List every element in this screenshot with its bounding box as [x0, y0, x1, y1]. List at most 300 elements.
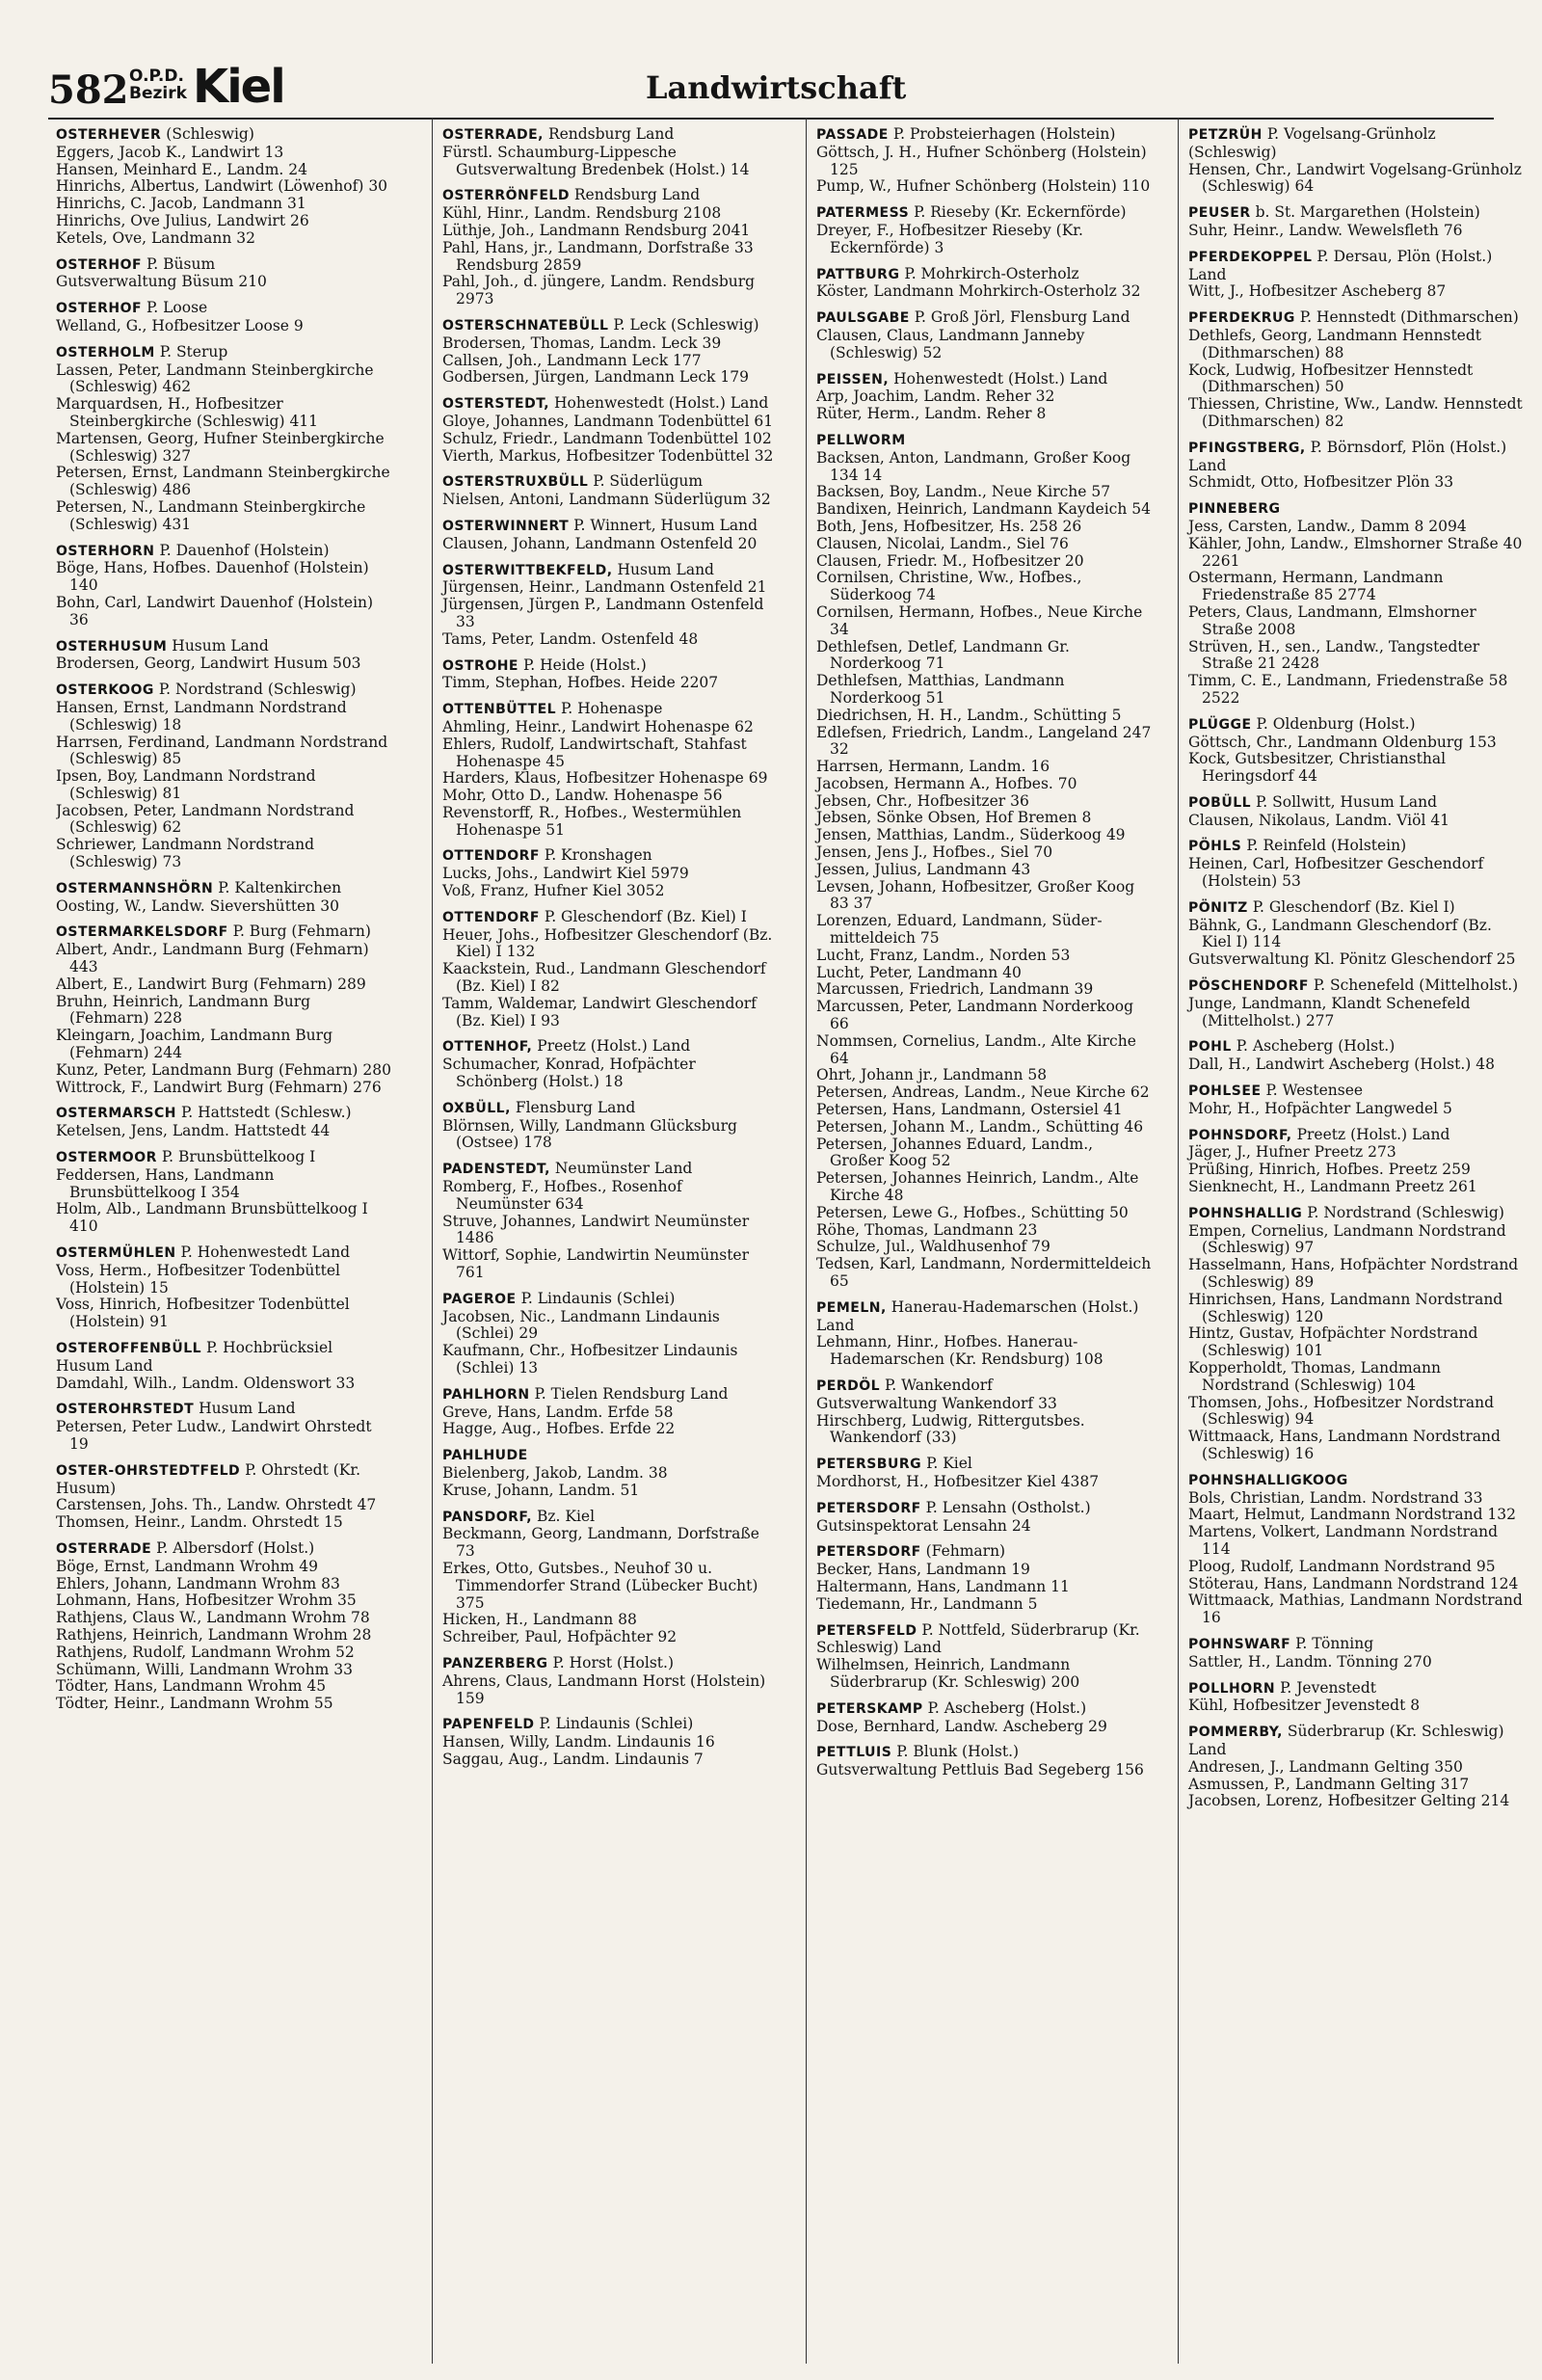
directory-entry: Dethlefsen, Detlef, Landmann Gr. Norderkoog 71	[816, 637, 1070, 673]
directory-entry: Clausen, Nikolaus, Landm. Viöl 41	[1188, 811, 1450, 829]
directory-entry: Rüter, Herm., Landm. Reher 8	[816, 405, 1047, 423]
column-3	[806, 118, 1152, 2364]
place-info: P. Büsum	[146, 254, 216, 273]
place-name: PAPENFELD	[442, 1717, 535, 1733]
place-info: P. Vogelsang-Grünholz (Schleswig)	[1188, 125, 1436, 161]
directory-entry: Edlefsen, Friedrich, Landm., Langeland 247 32	[816, 723, 1152, 759]
place-heading	[56, 923, 391, 942]
directory-entry: Wittmaack, Mathias, Landmann Nordstrand 16	[1188, 1591, 1523, 1627]
directory-entry: Petersen, Andreas, Landm., Neue Kirche 62	[816, 1083, 1150, 1102]
city-name: Kiel	[193, 60, 284, 114]
directory-entry: Jäger, J., Hufner Preetz 273	[1188, 1143, 1396, 1162]
place-info: b. St. Margarethen (Holstein)	[1255, 203, 1480, 222]
place-name: POHNSHALLIG	[1188, 1205, 1303, 1221]
place-name: OSTERMARKELSDORF	[56, 924, 228, 941]
place-heading	[1188, 204, 1524, 223]
directory-entry: Lüthje, Joh., Landmann Rendsburg 2041	[442, 221, 751, 239]
place-name: OSTERMANNSHÖRN	[56, 880, 214, 896]
directory-entry: Clausen, Johann, Landmann Ostenfeld 20	[442, 534, 758, 552]
directory-entry: Mohr, H., Hofpächter Langwedel 5	[1188, 1099, 1452, 1117]
directory-entry: Heinen, Carl, Hofbesitzer Geschendorf (Holstein) 53	[1188, 855, 1484, 891]
place-name: OSTERRADE,	[442, 127, 544, 143]
place-info: P. Rieseby (Kr. Eckernförde)	[914, 203, 1127, 222]
directory-entry: Jensen, Matthias, Landm., Süderkoog 49	[816, 826, 1126, 844]
directory-entry: Kunz, Peter, Landmann Burg (Fehmarn) 280	[56, 1060, 391, 1079]
place-name: OSTERRÖNFELD	[442, 188, 570, 204]
directory-entry: Hicken, H., Landmann 88	[442, 1611, 637, 1629]
directory-entry: Schümann, Willi, Landmann Wrohm 33	[56, 1660, 353, 1678]
directory-entry: Hinrichs, Albertus, Landwirt (Löwenhof) 30	[56, 177, 388, 196]
directory-entry: Tamm, Waldemar, Landwirt Gleschendorf (Bz. Kiel) I 93	[442, 994, 757, 1030]
directory-entry: Schulz, Friedr., Landmann Todenbüttel 102	[442, 429, 772, 447]
place-heading	[442, 1655, 778, 1673]
directory-entry: Ehlers, Rudolf, Landwirtschaft, Stahfast Hohenaspe 45	[442, 735, 747, 770]
place-heading	[442, 395, 778, 414]
place-info: P. Hattstedt (Schlesw.)	[180, 1104, 352, 1122]
directory-entry: Kühl, Hinr., Landm. Rendsburg 2108	[442, 204, 722, 223]
directory-entry: Jacobsen, Hermann A., Hofbes. 70	[816, 774, 1077, 792]
place-heading	[816, 371, 1152, 389]
columns-container	[56, 118, 1523, 2364]
place-name: PETERSDORF	[816, 1500, 921, 1516]
place-info: P. Winnert, Husum Land	[573, 516, 758, 534]
directory-entry: Dethlefsen, Matthias, Landmann Norderkoog 51	[816, 672, 1065, 707]
place-info: P. Süderlügum	[593, 472, 704, 491]
place-name: PAULSGABE	[816, 310, 910, 327]
place-info: Hohenwestedt (Holst.) Land	[554, 394, 769, 413]
place-info: Hohenwestedt (Holst.) Land	[893, 369, 1108, 388]
place-name: PETZRÜH	[1188, 127, 1263, 143]
directory-entry: Backsen, Boy, Landm., Neue Kirche 57	[816, 483, 1111, 501]
directory-entry: Hensen, Chr., Landwirt Vogelsang-Grünholz (Schleswig) 64	[1188, 160, 1522, 196]
directory-entry: Jebsen, Sönke Obsen, Hof Bremen 8	[816, 809, 1092, 827]
place-heading	[442, 847, 778, 866]
place-name: OSTERWITTBEKFELD,	[442, 562, 613, 578]
place-info: P. Albersdorf (Holst.)	[156, 1538, 315, 1557]
directory-entry: Röhe, Thomas, Landmann 23	[816, 1220, 1038, 1239]
place-heading	[442, 1291, 778, 1309]
directory-entry: Clausen, Friedr. M., Hofbesitzer 20	[816, 551, 1084, 570]
directory-entry: Harrsen, Ferdinand, Landmann Nordstrand (Schleswig) 85	[56, 733, 388, 768]
directory-entry: Prüßing, Hinrich, Hofbes. Preetz 259	[1188, 1161, 1471, 1179]
directory-entry: Lassen, Peter, Landmann Steinbergkirche (Schleswig) 462	[56, 361, 374, 396]
place-heading	[442, 126, 778, 145]
directory-entry: Voss, Hinrich, Hofbesitzer Todenbüttel (Holstein) 91	[56, 1296, 350, 1331]
place-name: OSTERMÜHLEN	[56, 1245, 176, 1262]
bezirk-label: Bezirk	[129, 84, 187, 103]
directory-entry: Ketels, Ove, Landmann 32	[56, 228, 255, 247]
place-name: PFERDEKOPPEL	[1188, 249, 1313, 265]
directory-entry: Kähler, John, Landw., Elmshorner Straße 40 2261	[1188, 534, 1523, 570]
place-name: OTTENDORF	[442, 909, 540, 925]
directory-entry: Marquardsen, H., Hofbesitzer Steinbergkirche (Schleswig) 411	[56, 395, 319, 430]
directory-entry: Cornilsen, Hermann, Hofbes., Neue Kirche 34	[816, 602, 1143, 638]
place-info: P. Blunk (Holst.)	[896, 1743, 1020, 1761]
directory-entry: Thomsen, Heinr., Landm. Ohrstedt 15	[56, 1513, 343, 1532]
place-heading	[442, 1386, 778, 1404]
place-info: P. Loose	[146, 299, 208, 317]
directory-entry: Wittrock, F., Landwirt Burg (Fehmarn) 276	[56, 1078, 382, 1096]
place-name: OSTROHE	[442, 657, 518, 674]
directory-entry: Lohmann, Hans, Hofbesitzer Wrohm 35	[56, 1591, 357, 1610]
directory-entry: Petersen, Hans, Landmann, Ostersiel 41	[816, 1101, 1123, 1119]
place-name: PANSDORF,	[442, 1509, 533, 1525]
place-name: OSTERHUSUM	[56, 638, 168, 655]
directory-entry: Gutsverwaltung Pettluis Bad Segeberg 156	[816, 1761, 1144, 1779]
place-heading	[1188, 977, 1524, 996]
directory-entry: Harders, Klaus, Hofbesitzer Hohenaspe 69	[442, 769, 768, 788]
place-heading	[816, 204, 1152, 223]
directory-entry: Clausen, Nicolai, Landm., Siel 76	[816, 534, 1069, 552]
directory-entry: Jacobsen, Nic., Landmann Lindaunis (Schlei) 29	[442, 1307, 720, 1343]
directory-entry: Ahmling, Heinr., Landwirt Hohenaspe 62	[442, 717, 754, 735]
directory-entry: Erkes, Otto, Gutsbes., Neuhof 30 u. Timmendorfer Strand (Lübecker Bucht) 375	[442, 1559, 758, 1612]
place-name: POHL	[1188, 1039, 1232, 1056]
place-heading	[442, 1447, 778, 1465]
directory-entry: Schulze, Jul., Waldhusenhof 79	[816, 1238, 1050, 1256]
place-name: OSTERHOF	[56, 301, 143, 317]
page-header	[48, 60, 1494, 120]
directory-entry: Lucht, Franz, Landm., Norden 53	[816, 946, 1071, 964]
directory-entry: Tiedemann, Hr., Landmann 5	[816, 1594, 1038, 1613]
place-info: Neumünster Land	[554, 1160, 693, 1178]
place-heading	[56, 1244, 391, 1263]
directory-entry: Ipsen, Boy, Landmann Nordstrand (Schleswig) 81	[56, 767, 316, 802]
place-heading	[442, 562, 778, 580]
directory-entry: Harrsen, Hermann, Landm. 16	[816, 758, 1050, 776]
directory-entry: Gutsverwaltung Kl. Pönitz Gleschendorf 25	[1188, 950, 1516, 969]
place-info: Preetz (Holst.) Land	[537, 1037, 691, 1056]
directory-entry: Blörnsen, Willy, Landmann Glücksburg (Ostsee) 178	[442, 1116, 737, 1152]
place-heading	[816, 126, 1152, 145]
directory-entry: Timm, C. E., Landmann, Friedenstraße 58 2522	[1188, 672, 1508, 707]
directory-entry: Clausen, Claus, Landmann Janneby (Schleswig) 52	[816, 326, 1085, 361]
directory-entry: Gutsverwaltung Wankendorf 33	[816, 1394, 1057, 1412]
directory-entry: Jess, Carsten, Landw., Damm 8 2094	[1188, 517, 1467, 535]
place-heading	[56, 638, 391, 656]
directory-entry: Böge, Hans, Hofbes. Dauenhof (Holstein) 140	[56, 559, 369, 595]
directory-entry: Martens, Volkert, Landmann Nordstrand 114	[1188, 1523, 1499, 1558]
directory-entry: Thiessen, Christine, Ww., Landw. Hennstedt (Dithmarschen) 82	[1188, 395, 1523, 430]
directory-entry: Albert, Andr., Landmann Burg (Fehmarn) 443	[56, 941, 369, 976]
directory-entry: Revenstorff, R., Hofbes., Westermühlen Hohenaspe 51	[442, 803, 742, 839]
place-name: PELLWORM	[816, 432, 906, 448]
place-name: OSTERHORN	[56, 543, 155, 559]
directory-entry: Bandixen, Heinrich, Landmann Kaydeich 54	[816, 500, 1151, 519]
place-heading	[816, 1500, 1152, 1518]
place-name: PÖSCHENDORF	[1188, 978, 1309, 995]
place-heading	[442, 1161, 778, 1179]
place-info: P. Nordstrand (Schleswig)	[1307, 1203, 1504, 1221]
place-name: OSTERHOLM	[56, 344, 155, 361]
place-name: POMMERBY,	[1188, 1725, 1283, 1741]
directory-entry: Backsen, Anton, Landmann, Großer Koog 134 14	[816, 448, 1131, 484]
place-heading	[816, 1622, 1152, 1658]
place-heading	[1188, 1724, 1524, 1759]
directory-entry: Jacobsen, Peter, Landmann Nordstrand (Schleswig) 62	[56, 801, 355, 837]
directory-entry: Dreyer, F., Hofbesitzer Rieseby (Kr. Eckernförde) 3	[816, 221, 1083, 256]
place-heading	[1188, 794, 1524, 813]
place-name: POHNSDORF,	[1188, 1127, 1292, 1143]
place-heading	[442, 317, 778, 335]
place-info: P. Tönning	[1295, 1634, 1374, 1652]
directory-entry: Fürstl. Schaumburg-Lippesche Gutsverwaltung Bredenbek (Holst.) 14	[442, 143, 750, 178]
place-heading	[442, 657, 778, 676]
directory-entry: Hansen, Willy, Landm. Lindaunis 16	[442, 1733, 715, 1752]
directory-entry: Carstensen, Johs. Th., Landw. Ohrstedt 47	[56, 1496, 377, 1514]
place-heading	[442, 473, 778, 492]
directory-entry: Godbersen, Jürgen, Landmann Leck 179	[442, 368, 749, 387]
directory-entry: Bruhn, Heinrich, Landmann Burg (Fehmarn) 228	[56, 992, 311, 1028]
directory-entry: Bols, Christian, Landm. Nordstrand 33	[1188, 1488, 1483, 1507]
place-heading	[816, 1299, 1152, 1335]
directory-entry: Wittorf, Sophie, Landwirtin Neumünster 761	[442, 1246, 750, 1282]
place-info: P. Dauenhof (Holstein)	[159, 541, 330, 559]
column-1	[56, 118, 397, 2364]
directory-entry: Lehmann, Hinr., Hofbes. Hanerau-Hademarschen (Kr. Rendsburg) 108	[816, 1333, 1103, 1369]
directory-entry: Tedsen, Karl, Landmann, Nordermitteldeich 65	[816, 1255, 1152, 1290]
directory-entry: Suhr, Heinr., Landw. Wewelsfleth 76	[1188, 221, 1463, 239]
directory-entry: Pump, W., Hufner Schönberg (Holstein) 110	[816, 177, 1151, 196]
place-heading	[442, 701, 778, 719]
place-name: PEMELN,	[816, 1299, 887, 1316]
directory-entry: Kock, Gutsbesitzer, Christiansthal Heringsdorf 44	[1188, 750, 1447, 786]
directory-entry: Kaackstein, Rud., Landmann Gleschendorf (Bz. Kiel) I 82	[442, 960, 766, 996]
directory-entry: Hagge, Aug., Hofbes. Erfde 22	[442, 1420, 676, 1438]
place-heading	[442, 1509, 778, 1527]
directory-entry: Ploog, Rudolf, Landmann Nordstrand 95	[1188, 1557, 1496, 1575]
directory-entry: Strüven, H., sen., Landw., Tangstedter Straße 21 2428	[1188, 637, 1480, 673]
place-heading	[56, 1105, 391, 1123]
place-heading	[56, 1149, 391, 1167]
directory-entry: Jürgensen, Jürgen P., Landmann Ostenfeld 33	[442, 596, 764, 630]
directory-entry: Feddersen, Hans, Landmann Brunsbüttelkoog I 354	[56, 1165, 275, 1201]
place-heading	[1188, 309, 1524, 328]
place-info: P. Ascheberg (Holst.)	[927, 1698, 1087, 1717]
place-heading	[56, 880, 391, 898]
place-info: (Fehmarn)	[925, 1542, 1006, 1561]
directory-entry: Levsen, Johann, Hofbesitzer, Großer Koog 83 37	[816, 877, 1135, 913]
directory-entry: Jessen, Julius, Landmann 43	[816, 860, 1031, 878]
directory-entry: Hinrichs, C. Jacob, Landmann 31	[56, 195, 306, 213]
place-info: Rendsburg Land	[573, 186, 701, 204]
place-name: PADENSTEDT,	[442, 1162, 550, 1178]
directory-entry: Nielsen, Antoni, Landmann Süderlügum 32	[442, 491, 771, 509]
place-info: P. Lensahn (Ostholst.)	[925, 1498, 1091, 1516]
directory-entry: Tödter, Heinr., Landmann Wrohm 55	[56, 1695, 333, 1713]
column-2	[432, 118, 778, 2364]
directory-entry: Sattler, H., Landm. Tönning 270	[1188, 1652, 1432, 1671]
place-info: P. Kiel	[926, 1455, 972, 1473]
place-heading	[1188, 1680, 1524, 1698]
place-heading	[1188, 716, 1524, 735]
place-info: P. Hennstedt (Dithmarschen)	[1299, 308, 1519, 327]
directory-entry: Gutsverwaltung Büsum 210	[56, 273, 267, 291]
place-name: OSTERHOF	[56, 256, 143, 273]
opd-label: O.P.D.	[129, 67, 184, 86]
place-name: OSTERSCHNATEBÜLL	[442, 317, 609, 334]
directory-entry: Becker, Hans, Landmann 19	[816, 1561, 1030, 1579]
place-info: P. Westensee	[1265, 1082, 1364, 1100]
directory-entry: Brodersen, Georg, Landwirt Husum 503	[56, 655, 361, 673]
directory-entry: Andresen, J., Landmann Gelting 350	[1188, 1757, 1463, 1776]
directory-entry: Kruse, Johann, Landm. 51	[442, 1481, 640, 1499]
directory-entry: Albert, E., Landwirt Burg (Fehmarn) 289	[56, 975, 366, 993]
directory-entry: Ohrt, Johann jr., Landmann 58	[816, 1066, 1048, 1084]
place-name: PAGEROE	[442, 1291, 517, 1307]
directory-entry: Sienknecht, H., Landmann Preetz 261	[1188, 1178, 1477, 1196]
directory-entry: Marcussen, Friedrich, Landmann 39	[816, 980, 1094, 999]
directory-entry: Tams, Peter, Landm. Ostenfeld 48	[442, 629, 699, 648]
directory-entry: Bähnk, G., Landmann Gleschendorf (Bz. Kiel I) 114	[1188, 916, 1492, 951]
directory-entry: Hirschberg, Ludwig, Rittergutsbes. Wankendorf (33)	[816, 1411, 1085, 1447]
place-heading	[56, 300, 391, 318]
place-name: POLLHORN	[1188, 1680, 1276, 1697]
place-heading	[442, 1100, 778, 1118]
place-heading	[56, 126, 391, 145]
place-heading	[816, 1456, 1152, 1474]
place-heading	[56, 682, 391, 700]
place-info: P. Sollwitt, Husum Land	[1255, 792, 1438, 811]
place-heading	[1188, 440, 1524, 475]
place-name: PÖHLS	[1188, 839, 1242, 855]
place-heading	[1188, 1472, 1524, 1490]
directory-entry: Thomsen, Johs., Hofbesitzer Nordstrand (Schleswig) 94	[1188, 1393, 1495, 1429]
section-title: Landwirtschaft	[646, 69, 907, 106]
place-info: P. Tielen Rendsburg Land	[534, 1384, 729, 1403]
place-name: OSTERRADE	[56, 1540, 152, 1557]
place-name: PETERSFELD	[816, 1622, 917, 1639]
directory-entry: Kopperholdt, Thomas, Landmann Nordstrand (Schleswig) 104	[1188, 1359, 1441, 1394]
place-name: PEUSER	[1188, 205, 1251, 222]
place-name: PETERSBURG	[816, 1457, 922, 1473]
directory-entry: Bielenberg, Jakob, Landm. 38	[442, 1463, 668, 1482]
place-info: P. Schenefeld (Mittelholst.)	[1313, 976, 1519, 995]
district-label	[129, 67, 187, 102]
place-name: PATTBURG	[816, 266, 900, 282]
place-name: PLÜGGE	[1188, 716, 1252, 733]
place-info: Preetz (Holst.) Land	[1296, 1125, 1450, 1143]
directory-entry: Ostermann, Hermann, Landmann Friedenstraße 85 2774	[1188, 569, 1444, 604]
place-heading	[816, 1543, 1152, 1562]
directory-entry: Dose, Bernhard, Landw. Ascheberg 29	[816, 1717, 1107, 1735]
directory-entry: Hasselmann, Hans, Hofpächter Nordstrand (Schleswig) 89	[1188, 1256, 1519, 1292]
directory-entry: Hinrichsen, Hans, Landmann Nordstrand (Schleswig) 120	[1188, 1290, 1503, 1325]
directory-entry: Ehlers, Johann, Landmann Wrohm 83	[56, 1574, 340, 1592]
directory-entry: Rathjens, Claus W., Landmann Wrohm 78	[56, 1609, 370, 1627]
directory-entry: Both, Jens, Hofbesitzer, Hs. 258 26	[816, 517, 1082, 535]
directory-entry: Romberg, F., Hofbes., Rosenhof Neumünster 634	[442, 1178, 682, 1213]
directory-entry: Jürgensen, Heinr., Landmann Ostenfeld 21	[442, 578, 767, 597]
place-heading	[816, 309, 1152, 328]
place-heading	[442, 1038, 778, 1056]
place-name: PANZERBERG	[442, 1655, 548, 1671]
directory-entry: Hansen, Ernst, Landmann Nordstrand (Schleswig) 18	[56, 698, 347, 734]
place-name: PÖNITZ	[1188, 899, 1248, 916]
place-name: OSTER-OHRSTEDTFELD	[56, 1462, 241, 1479]
place-info: P. Lindaunis (Schlei)	[520, 1289, 676, 1307]
place-name: PETERSKAMP	[816, 1700, 923, 1717]
place-info: Hanerau-Hademarschen (Holst.) Land	[816, 1297, 1139, 1334]
place-info: P. Hohenaspe	[560, 700, 663, 718]
place-name: PETERSDORF	[816, 1544, 921, 1561]
place-info: P. Gleschendorf (Bz. Kiel I)	[1252, 897, 1455, 916]
place-name: PEISSEN,	[816, 371, 890, 388]
place-name: PFINGSTBERG,	[1188, 440, 1306, 456]
place-name: OSTERWINNERT	[442, 518, 570, 534]
directory-entry: Diedrichsen, H. H., Landm., Schütting 5	[816, 706, 1122, 724]
directory-entry: Rathjens, Heinrich, Landmann Wrohm 28	[56, 1625, 372, 1644]
directory-entry: Maart, Helmut, Landmann Nordstrand 132	[1188, 1506, 1517, 1524]
place-name: OSTERKOOG	[56, 682, 154, 699]
place-heading	[1188, 1083, 1524, 1101]
place-heading	[1188, 838, 1524, 856]
directory-entry: Greve, Hans, Landm. Erfde 58	[442, 1403, 674, 1421]
directory-entry: Bohn, Carl, Landwirt Dauenhof (Holstein) 36	[56, 593, 374, 628]
place-info: Flensburg Land	[515, 1098, 636, 1116]
place-info: Husum Land	[199, 1400, 296, 1418]
place-info: P. Groß Jörl, Flensburg Land	[914, 308, 1130, 327]
place-info: P. Ohrstedt (Kr. Husum)	[56, 1460, 360, 1497]
place-heading	[442, 909, 778, 927]
directory-entry: Mohr, Otto D., Landw. Hohenaspe 56	[442, 787, 723, 805]
place-heading	[1188, 1636, 1524, 1654]
directory-entry: Junge, Landmann, Klandt Schenefeld (Mittelholst.) 277	[1188, 994, 1471, 1030]
place-name: PFERDEKRUG	[1188, 310, 1295, 327]
place-info: P. Brunsbüttelkoog I	[161, 1148, 316, 1166]
place-name: PETTLUIS	[816, 1745, 892, 1761]
directory-entry: Tödter, Hans, Landmann Wrohm 45	[56, 1677, 327, 1696]
place-name: OTTENHOF,	[442, 1039, 533, 1056]
place-info: P. Hochbrücksiel Husum Land	[56, 1339, 333, 1375]
directory-entry: Empen, Cornelius, Landmann Nordstrand (Schleswig) 97	[1188, 1221, 1506, 1257]
place-heading	[56, 1401, 391, 1419]
place-info: P. Mohrkirch-Osterholz	[904, 264, 1079, 282]
place-name: OTTENDORF	[442, 848, 540, 865]
directory-entry: Martensen, Georg, Hufner Steinbergkirche (Schleswig) 327	[56, 429, 385, 465]
directory-entry: Timm, Stephan, Hofbes. Heide 2207	[442, 674, 719, 692]
directory-entry: Gutsinspektorat Lensahn 24	[816, 1516, 1031, 1535]
directory-entry: Brodersen, Thomas, Landm. Leck 39	[442, 334, 722, 352]
directory-entry: Göttsch, Chr., Landmann Oldenburg 153	[1188, 733, 1497, 751]
place-heading	[1188, 1127, 1524, 1145]
place-name: OSTERMOOR	[56, 1150, 157, 1166]
place-name: PASSADE	[816, 127, 889, 143]
place-info: P. Wankendorf	[885, 1376, 993, 1394]
directory-entry: Hansen, Meinhard E., Landm. 24	[56, 160, 307, 178]
place-name: OSTERMARSCH	[56, 1106, 176, 1122]
place-info: P. Heide (Holst.)	[522, 655, 647, 674]
place-info: P. Reinfeld (Holstein)	[1246, 837, 1407, 855]
directory-entry: Schreiber, Paul, Hofpächter 92	[442, 1628, 678, 1646]
place-info: P. Horst (Holst.)	[552, 1653, 674, 1671]
directory-entry: Jacobsen, Lorenz, Hofbesitzer Gelting 214	[1188, 1792, 1510, 1810]
place-info: P. Hohenwestedt Land	[180, 1243, 350, 1262]
place-heading	[816, 1700, 1152, 1719]
place-heading	[1188, 1038, 1524, 1056]
directory-entry: Dethlefs, Georg, Landmann Hennstedt (Dithmarschen) 88	[1188, 326, 1481, 361]
directory-entry: Heuer, Johs., Hofbesitzer Gleschendorf (Bz. Kiel) I 132	[442, 925, 773, 961]
directory-entry: Hinrichs, Ove Julius, Landwirt 26	[56, 211, 309, 229]
directory-entry: Damdahl, Wilh., Landm. Oldenswort 33	[56, 1374, 356, 1392]
directory-entry: Marcussen, Peter, Landmann Norderkoog 66	[816, 998, 1134, 1033]
directory-entry: Beckmann, Georg, Landmann, Dorfstraße 73	[442, 1525, 759, 1561]
place-info: P. Kronshagen	[544, 846, 652, 865]
directory-entry: Petersen, Johannes Eduard, Landm., Großer Koog 52	[816, 1135, 1094, 1170]
place-info: (Schleswig)	[166, 125, 254, 143]
place-name: PINNEBERG	[1188, 501, 1281, 518]
directory-entry: Petersen, N., Landmann Steinbergkirche (Schleswig) 431	[56, 497, 366, 533]
